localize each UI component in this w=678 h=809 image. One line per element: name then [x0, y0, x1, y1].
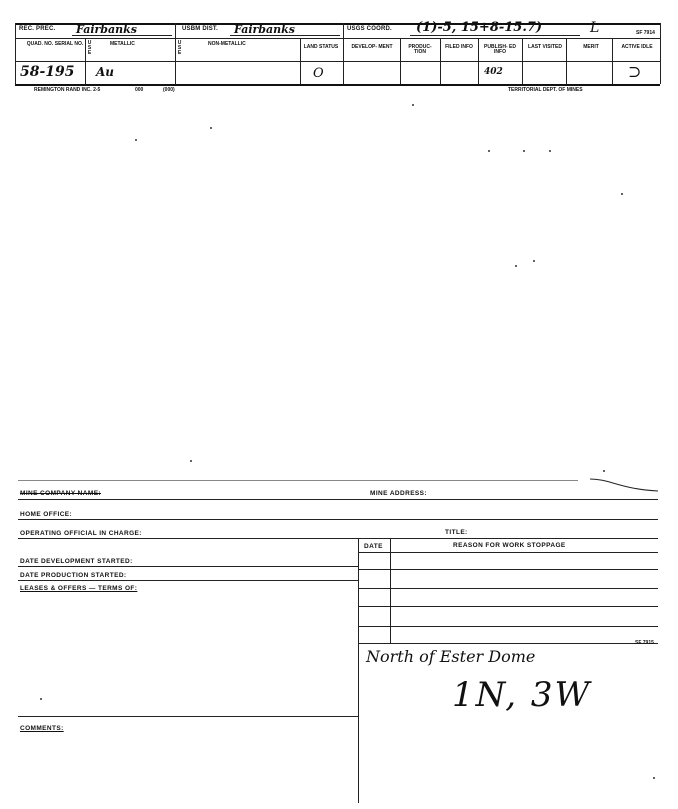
- record-quad-serial: 58-195: [20, 64, 75, 80]
- speck: [40, 698, 42, 700]
- col-non-metallic: NON-METALLIC: [208, 41, 246, 47]
- usgs-coord-value: (1)-5, 15+8-15.7): [416, 20, 543, 35]
- date-development-line: [18, 566, 358, 567]
- stoppage-row-rule: [358, 606, 658, 607]
- mine-company-name-label: MINE COMPANY NAME:: [20, 490, 101, 497]
- speck: [621, 193, 623, 195]
- code-one: 000: [135, 87, 144, 93]
- speck: [210, 127, 212, 129]
- usbm-dist-underline: [230, 35, 340, 36]
- date-development-label: DATE DEVELOPMENT STARTED:: [20, 558, 133, 565]
- divider: [440, 38, 441, 84]
- col-merit: MERIT: [583, 44, 599, 50]
- date-column-divider: [390, 538, 391, 644]
- divider: [343, 23, 344, 84]
- divider: [612, 38, 613, 84]
- divider: [566, 38, 567, 84]
- col-land-status: LAND STATUS: [303, 44, 339, 50]
- stoppage-row-rule: [358, 569, 658, 570]
- home-office-label: HOME OFFICE:: [20, 511, 73, 518]
- lower-top-edge: [18, 480, 578, 481]
- stoppage-row-rule: [358, 588, 658, 589]
- divider: [85, 38, 86, 84]
- operating-official-line: [18, 538, 658, 539]
- col-serial-no: SERIAL NO.: [54, 41, 84, 47]
- form-number-bottom: SF 7915: [635, 640, 654, 646]
- corner-curl: [590, 475, 660, 495]
- col-header-bottom-rule: [15, 61, 660, 62]
- col-development: DEVELOP- MENT: [351, 44, 393, 50]
- printer-mark: REMINGTON RAND INC. 2-5: [34, 87, 101, 93]
- speck: [190, 460, 192, 462]
- divider: [400, 38, 401, 84]
- usbm-dist-value: Fairbanks: [234, 23, 295, 36]
- speck: [488, 150, 490, 152]
- record-land-status: O: [313, 66, 324, 81]
- date-production-label: DATE PRODUCTION STARTED:: [20, 572, 127, 579]
- divider: [522, 38, 523, 84]
- speck: [603, 470, 605, 472]
- corner-mark: L: [590, 20, 600, 36]
- divider: [15, 23, 16, 84]
- divider: [478, 38, 479, 84]
- township-note: 1N, 3W: [452, 675, 592, 715]
- mine-address-label: MINE ADDRESS:: [370, 490, 427, 497]
- department-mark: TERRITORIAL DEPT. OF MINES: [508, 87, 583, 93]
- col-production: PRODUC- TION: [408, 44, 432, 55]
- comments-top-line: [18, 716, 358, 717]
- usbm-dist-label: USBM DIST.: [182, 26, 219, 32]
- stoppage-row-rule: [358, 626, 658, 627]
- location-note: North of Ester Dome: [366, 647, 536, 666]
- col-last-visited: LAST VISITED: [528, 44, 562, 50]
- speck: [515, 265, 517, 267]
- mine-company-line: [18, 499, 658, 500]
- record-metallic: Au: [96, 65, 115, 79]
- col-header-top-rule: [15, 38, 660, 39]
- leases-label: LEASES & OFFERS — TERMS OF:: [20, 585, 138, 592]
- speck: [533, 260, 535, 262]
- stoppage-header-rule: [358, 552, 658, 553]
- record-bottom-rule: [15, 84, 660, 86]
- comments-label: COMMENTS:: [20, 725, 64, 732]
- usgs-coord-label: USGS COORD.: [347, 26, 392, 32]
- col-quad-no: QUAD. NO.: [26, 41, 54, 47]
- code-two: (000): [163, 87, 175, 93]
- speck: [412, 104, 414, 106]
- speck: [523, 150, 525, 152]
- title-label: TITLE:: [445, 529, 468, 536]
- col-use-nonmetallic: U S E: [177, 40, 182, 56]
- reason-column-header: REASON FOR WORK STOPPAGE: [453, 542, 566, 549]
- rec-prec-underline: [72, 35, 172, 36]
- col-active-idle: ACTIVE IDLE: [621, 44, 653, 50]
- lower-center-divider: [358, 538, 359, 803]
- divider: [660, 23, 661, 84]
- col-metallic: METALLIC: [110, 41, 135, 47]
- speck: [135, 139, 137, 141]
- record-published-info: 402: [484, 67, 503, 77]
- divider: [175, 23, 176, 84]
- operating-official-label: OPERATING OFFICIAL IN CHARGE:: [20, 530, 142, 537]
- speck: [549, 150, 551, 152]
- speck: [653, 777, 655, 779]
- rec-prec-label: REC. PREC.: [19, 26, 56, 32]
- rec-prec-value: Fairbanks: [76, 23, 137, 36]
- date-production-line: [18, 580, 358, 581]
- form-number-top: SF 7914: [636, 30, 655, 36]
- usgs-coord-underline: [410, 35, 580, 36]
- col-published-info: PUBLISH- ED INFO: [484, 44, 516, 55]
- date-column-header: DATE: [364, 543, 383, 550]
- record-active-idle: ⊃: [628, 62, 642, 81]
- col-use-metallic: U S E: [87, 40, 92, 56]
- home-office-line: [18, 519, 658, 520]
- col-filed-info: FILED INFO: [445, 44, 473, 50]
- divider: [300, 38, 301, 84]
